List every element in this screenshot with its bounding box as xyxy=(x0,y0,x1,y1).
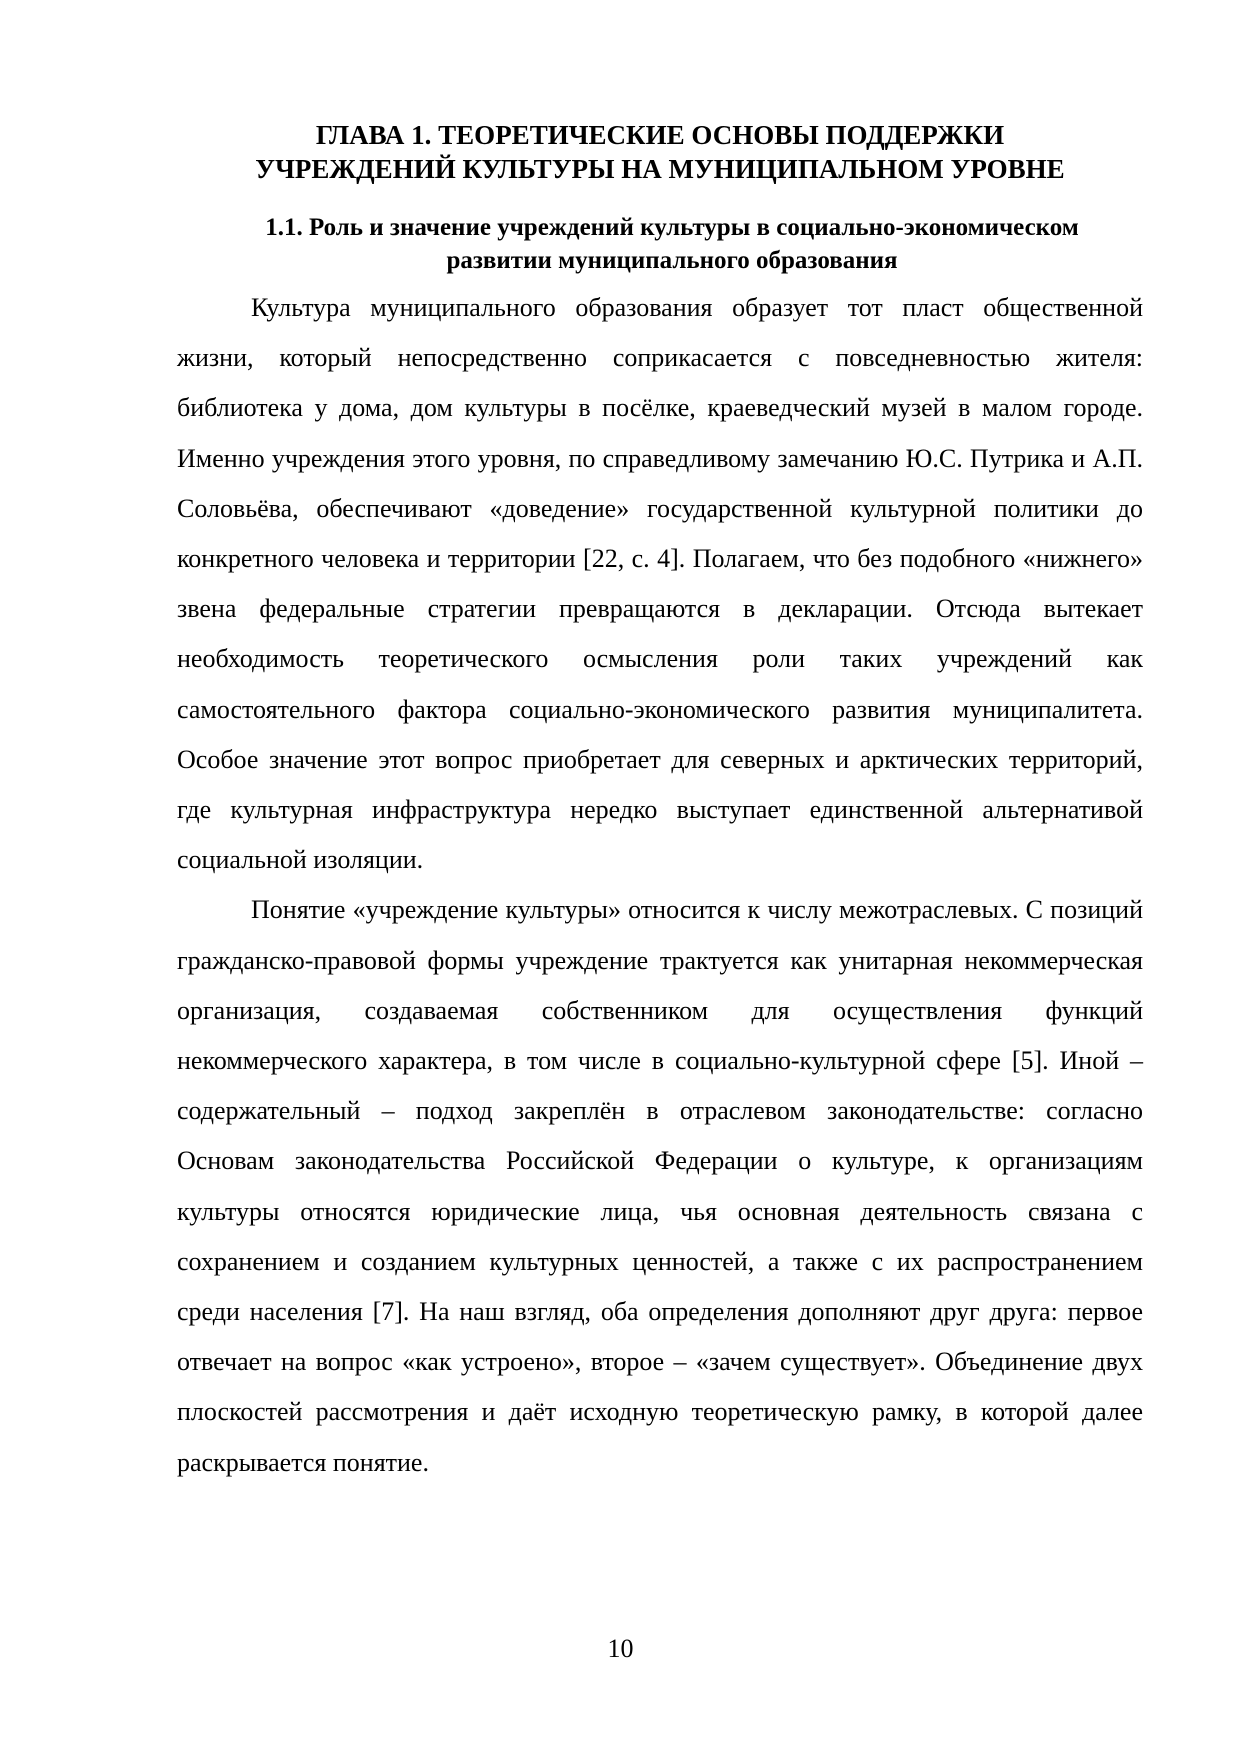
chapter-title-line-2: УЧРЕЖДЕНИЙ КУЛЬТУРЫ НА МУНИЦИПАЛЬНОМ УРОВНЕ xyxy=(255,154,1065,184)
section-title-line-1: 1.1. Роль и значение учреждений культуры в социально-экономическом xyxy=(265,214,1079,241)
paragraph-2: Понятие «учреждение культуры» относится к числу межотраслевых. С позиций гражданско-правовой формы учреждение трактуется как унитарная некоммерческая организация, создаваемая собственником для осуществления функций некоммерческого характера, в том числе в социально-культурной сфере [5]. Иной – содержательный – подход закреплён в отраслевом законодательстве: согласно Основам законодательства Российской Федерации о культуре, к организациям культуры относятся юридические лица, чья основная деятельность связана с сохранением и созданием культурных ценностей, а также с их распространением среди населения [7]. На наш взгляд, оба определения дополняют друг друга: первое отвечает на вопрос «как устроено», второе – «зачем существует». Объединение двух плоскостей рассмотрения и даёт исходную теоретическую рамку, в которой далее раскрывается понятие. xyxy=(177,895,1143,1477)
page-number: 10 xyxy=(607,1634,634,1663)
section-title xyxy=(177,211,1167,277)
chapter-title xyxy=(140,118,1180,186)
chapter-title-line-1: ГЛАВА 1. ТЕОРЕТИЧЕСКИЕ ОСНОВЫ ПОДДЕРЖКИ xyxy=(315,120,1005,150)
section-title-line-2: развитии муниципального образования xyxy=(446,247,898,274)
paragraph-1: Культура муниципального образования образует тот пласт общественной жизни, который непосредственно соприкасается с повседневностью жителя: библиотека у дома, дом культуры в посёлке, краеведческий музей в малом городе. Именно учреждения этого уровня, по справедливому замечанию Ю.С. Путрика и А.П. Соловьёва, обеспечивают «доведение» государственной культурной политики до конкретного человека и территории [22, с. 4]. Полагаем, что без подобного «нижнего» звена федеральные стратегии превращаются в декларации. Отсюда вытекает необходимость теоретического осмысления роли таких учреждений как самостоятельного фактора социально-экономического развития муниципалитета. Особое значение этот вопрос приобретает для северных и арктических территорий, где культурная инфраструктура нередко выступает единственной альтернативой социальной изоляции. xyxy=(177,293,1143,875)
body-text xyxy=(177,283,1143,1488)
